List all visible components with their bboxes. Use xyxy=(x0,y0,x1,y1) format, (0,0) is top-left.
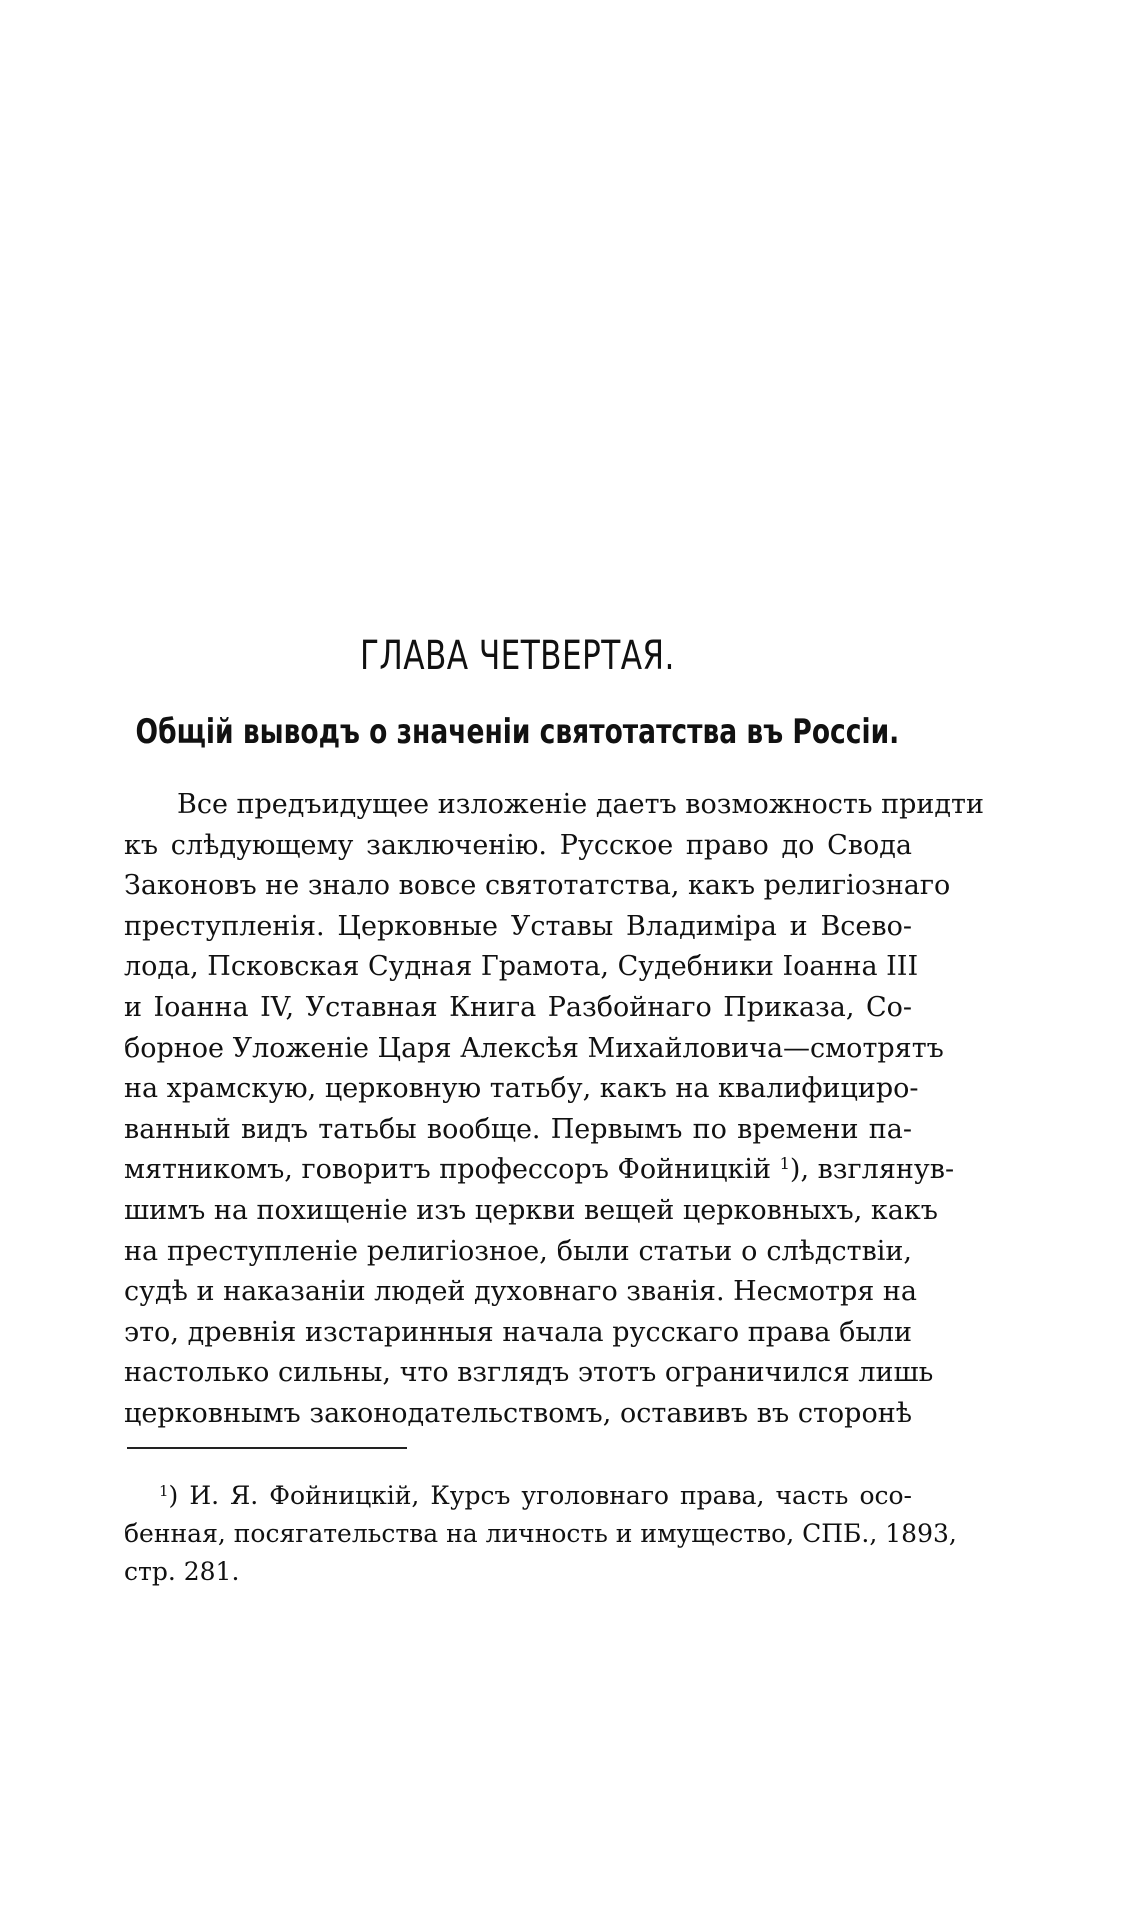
body-line: и Іоанна IV, Уставная Книга Разбойнаго Приказа, Со- xyxy=(124,991,912,1023)
footnote-reference[interactable]: 1 xyxy=(779,1154,790,1174)
body-line: это, древнія изстаринныя начала русскаго права были xyxy=(124,1316,912,1348)
footnote xyxy=(124,1477,957,1591)
footnote-marker: 1 xyxy=(159,1481,169,1500)
body-line: ванный видъ татьбы вообще. Первымъ по времени па- xyxy=(124,1113,912,1145)
body-line: къ слѣдующему заключенію. Русское право до Свода xyxy=(124,829,912,861)
footnote-line-text: ) И. Я. Фойницкій, Курсъ уголовнаго права, часть осо- xyxy=(168,1481,912,1510)
body-line: на преступленіе религіозное, были статьи о слѣдствіи, xyxy=(124,1235,912,1267)
body-line: Законовъ не знало вовсе святотатства, какъ религіознаго xyxy=(124,870,951,902)
body-line: судѣ и наказаніи людей духовнаго званія. Несмотря на xyxy=(124,1276,917,1308)
body-line-tail: ), взглянув- xyxy=(789,1154,955,1186)
body-line: шимъ на похищеніе изъ церкви вещей церковныхъ, какъ xyxy=(124,1194,938,1226)
body-text xyxy=(124,785,984,1435)
body-line-text: мятникомъ, говоритъ профессоръ Фойницкій xyxy=(124,1154,771,1186)
body-line-with-footnote-ref xyxy=(124,1150,955,1191)
footnote-line: стр. 281. xyxy=(124,1557,240,1586)
body-line: Все предъидущее изложеніе даетъ возможность придти xyxy=(177,789,984,820)
body-line: церковнымъ законодательствомъ, оставивъ въ сторонѣ xyxy=(124,1397,912,1429)
body-line: настолько сильны, что взглядъ этотъ ограничился лишь xyxy=(124,1357,934,1389)
section-title: Общій выводъ о значеніи святотатства въ Россіи. xyxy=(135,712,900,752)
body-line: лода, Псковская Судная Грамота, Судебники Іоанна III xyxy=(124,951,919,983)
chapter-title: ГЛАВА ЧЕТВЕРТАЯ. xyxy=(359,633,675,679)
body-line: борное Уложеніе Царя Алексѣя Михайловича—смотрятъ xyxy=(124,1032,944,1064)
body-line: на храмскую, церковную татьбу, какъ на квалифициро- xyxy=(124,1073,919,1105)
footnote-separator xyxy=(127,1447,407,1449)
body-line: преступленія. Церковные Уставы Владиміра и Всево- xyxy=(124,910,912,942)
footnote-line: бенная, посягательства на личность и имущество, СПБ., 1893, xyxy=(124,1519,957,1548)
footnote-line xyxy=(124,1477,912,1515)
